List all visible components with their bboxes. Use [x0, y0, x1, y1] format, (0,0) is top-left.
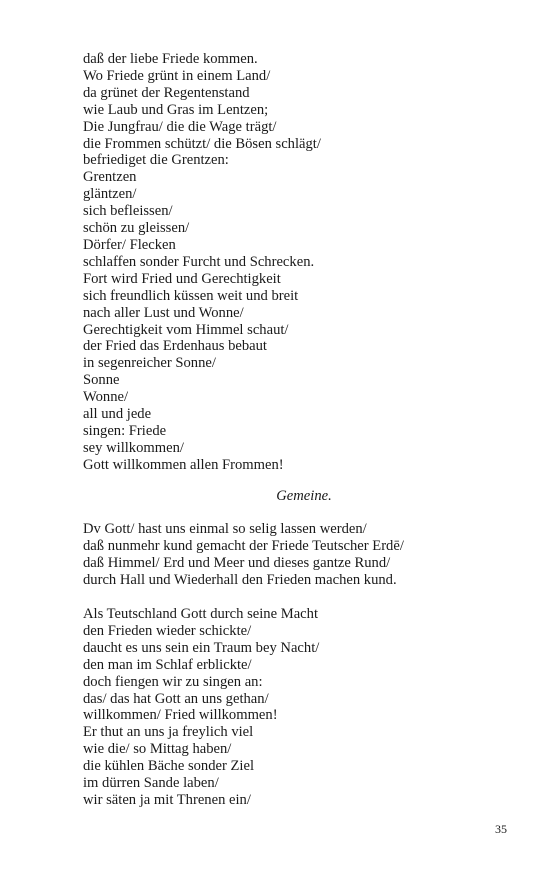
verse-line: schlaffen sonder Furcht und Schrecken.: [83, 253, 315, 270]
verse-line: Sonne: [83, 372, 120, 389]
verse-line: sich freundlich küssen weit und breit: [83, 287, 299, 304]
verse-line: willkommen/ Fried willkommen!: [83, 707, 278, 724]
verse-line: in segenreicher Sonne/: [83, 355, 216, 372]
verse-line: Dörfer/ Flecken: [83, 236, 176, 253]
verse-line: Wonne/: [83, 389, 129, 406]
verse-line: das/ das hat Gott an uns gethan/: [83, 690, 269, 707]
verse-line: durch Hall und Wiederhall den Frieden machen kund.: [83, 571, 397, 588]
verse-line: daß Himmel/ Erd und Meer und dieses gantze Rund/: [83, 554, 391, 571]
verse-line: doch fiengen wir zu singen an:: [83, 673, 263, 690]
verse-line: Fort wird Fried und Gerechtigkeit: [83, 270, 281, 287]
verse-line: da grünet der Regentenstand: [83, 84, 250, 101]
verse-line: den man im Schlaf erblickte/: [83, 656, 252, 673]
verse-line: Als Teutschland Gott durch seine Macht: [83, 606, 318, 622]
verse-line: all und jede: [83, 406, 152, 423]
verse-line: die Frommen schützt/ die Bösen schlägt/: [83, 135, 321, 152]
verse-line: singen: Friede: [83, 422, 167, 439]
verse-line: wir säten ja mit Threnen ein/: [83, 791, 251, 808]
verse-line: daß der liebe Friede kommen.: [83, 51, 258, 67]
stanza-1: [83, 51, 321, 474]
verse-line: Gott willkommen allen Frommen!: [83, 456, 284, 473]
verse-line: der Fried das Erdenhaus bebaut: [83, 338, 267, 355]
verse-line: den Frieden wieder schickte/: [83, 622, 252, 639]
verse-line: Er thut an uns ja freylich viel: [83, 724, 254, 741]
verse-line: sich befleissen/: [83, 203, 173, 220]
verse-line: schön zu gleissen/: [83, 220, 190, 237]
verse-line: wie die/ so Mittag haben/: [83, 741, 232, 758]
verse-line: gläntzen/: [83, 186, 137, 203]
section-heading: Gemeine.: [276, 488, 332, 504]
verse-line: Gerechtigkeit vom Himmel schaut/: [83, 321, 289, 338]
verse-line: Dv Gott/ hast uns einmal so selig lassen werden/: [83, 521, 367, 537]
verse-line: befriediget die Grentzen:: [83, 152, 229, 169]
verse-line: im dürren Sande laben/: [83, 775, 219, 792]
verse-line: wie Laub und Gras im Lentzen;: [83, 101, 269, 118]
verse-line: nach aller Lust und Wonne/: [83, 304, 244, 321]
verse-line: die kühlen Bäche sonder Ziel: [83, 758, 255, 775]
verse-line: Grentzen: [83, 169, 137, 186]
stanza-2: [83, 521, 404, 589]
stanza-3: [83, 606, 319, 809]
verse-line: Wo Friede grünt in einem Land/: [83, 67, 271, 84]
page-number: 35: [495, 822, 507, 836]
verse-line: sey willkommen/: [83, 439, 184, 456]
verse-line: daß nunmehr kund gemacht der Friede Teutscher Erdē/: [83, 537, 404, 554]
verse-line: Die Jungfrau/ die die Wage trägt/: [83, 118, 277, 135]
verse-line: daucht es uns sein ein Traum bey Nacht/: [83, 639, 320, 656]
